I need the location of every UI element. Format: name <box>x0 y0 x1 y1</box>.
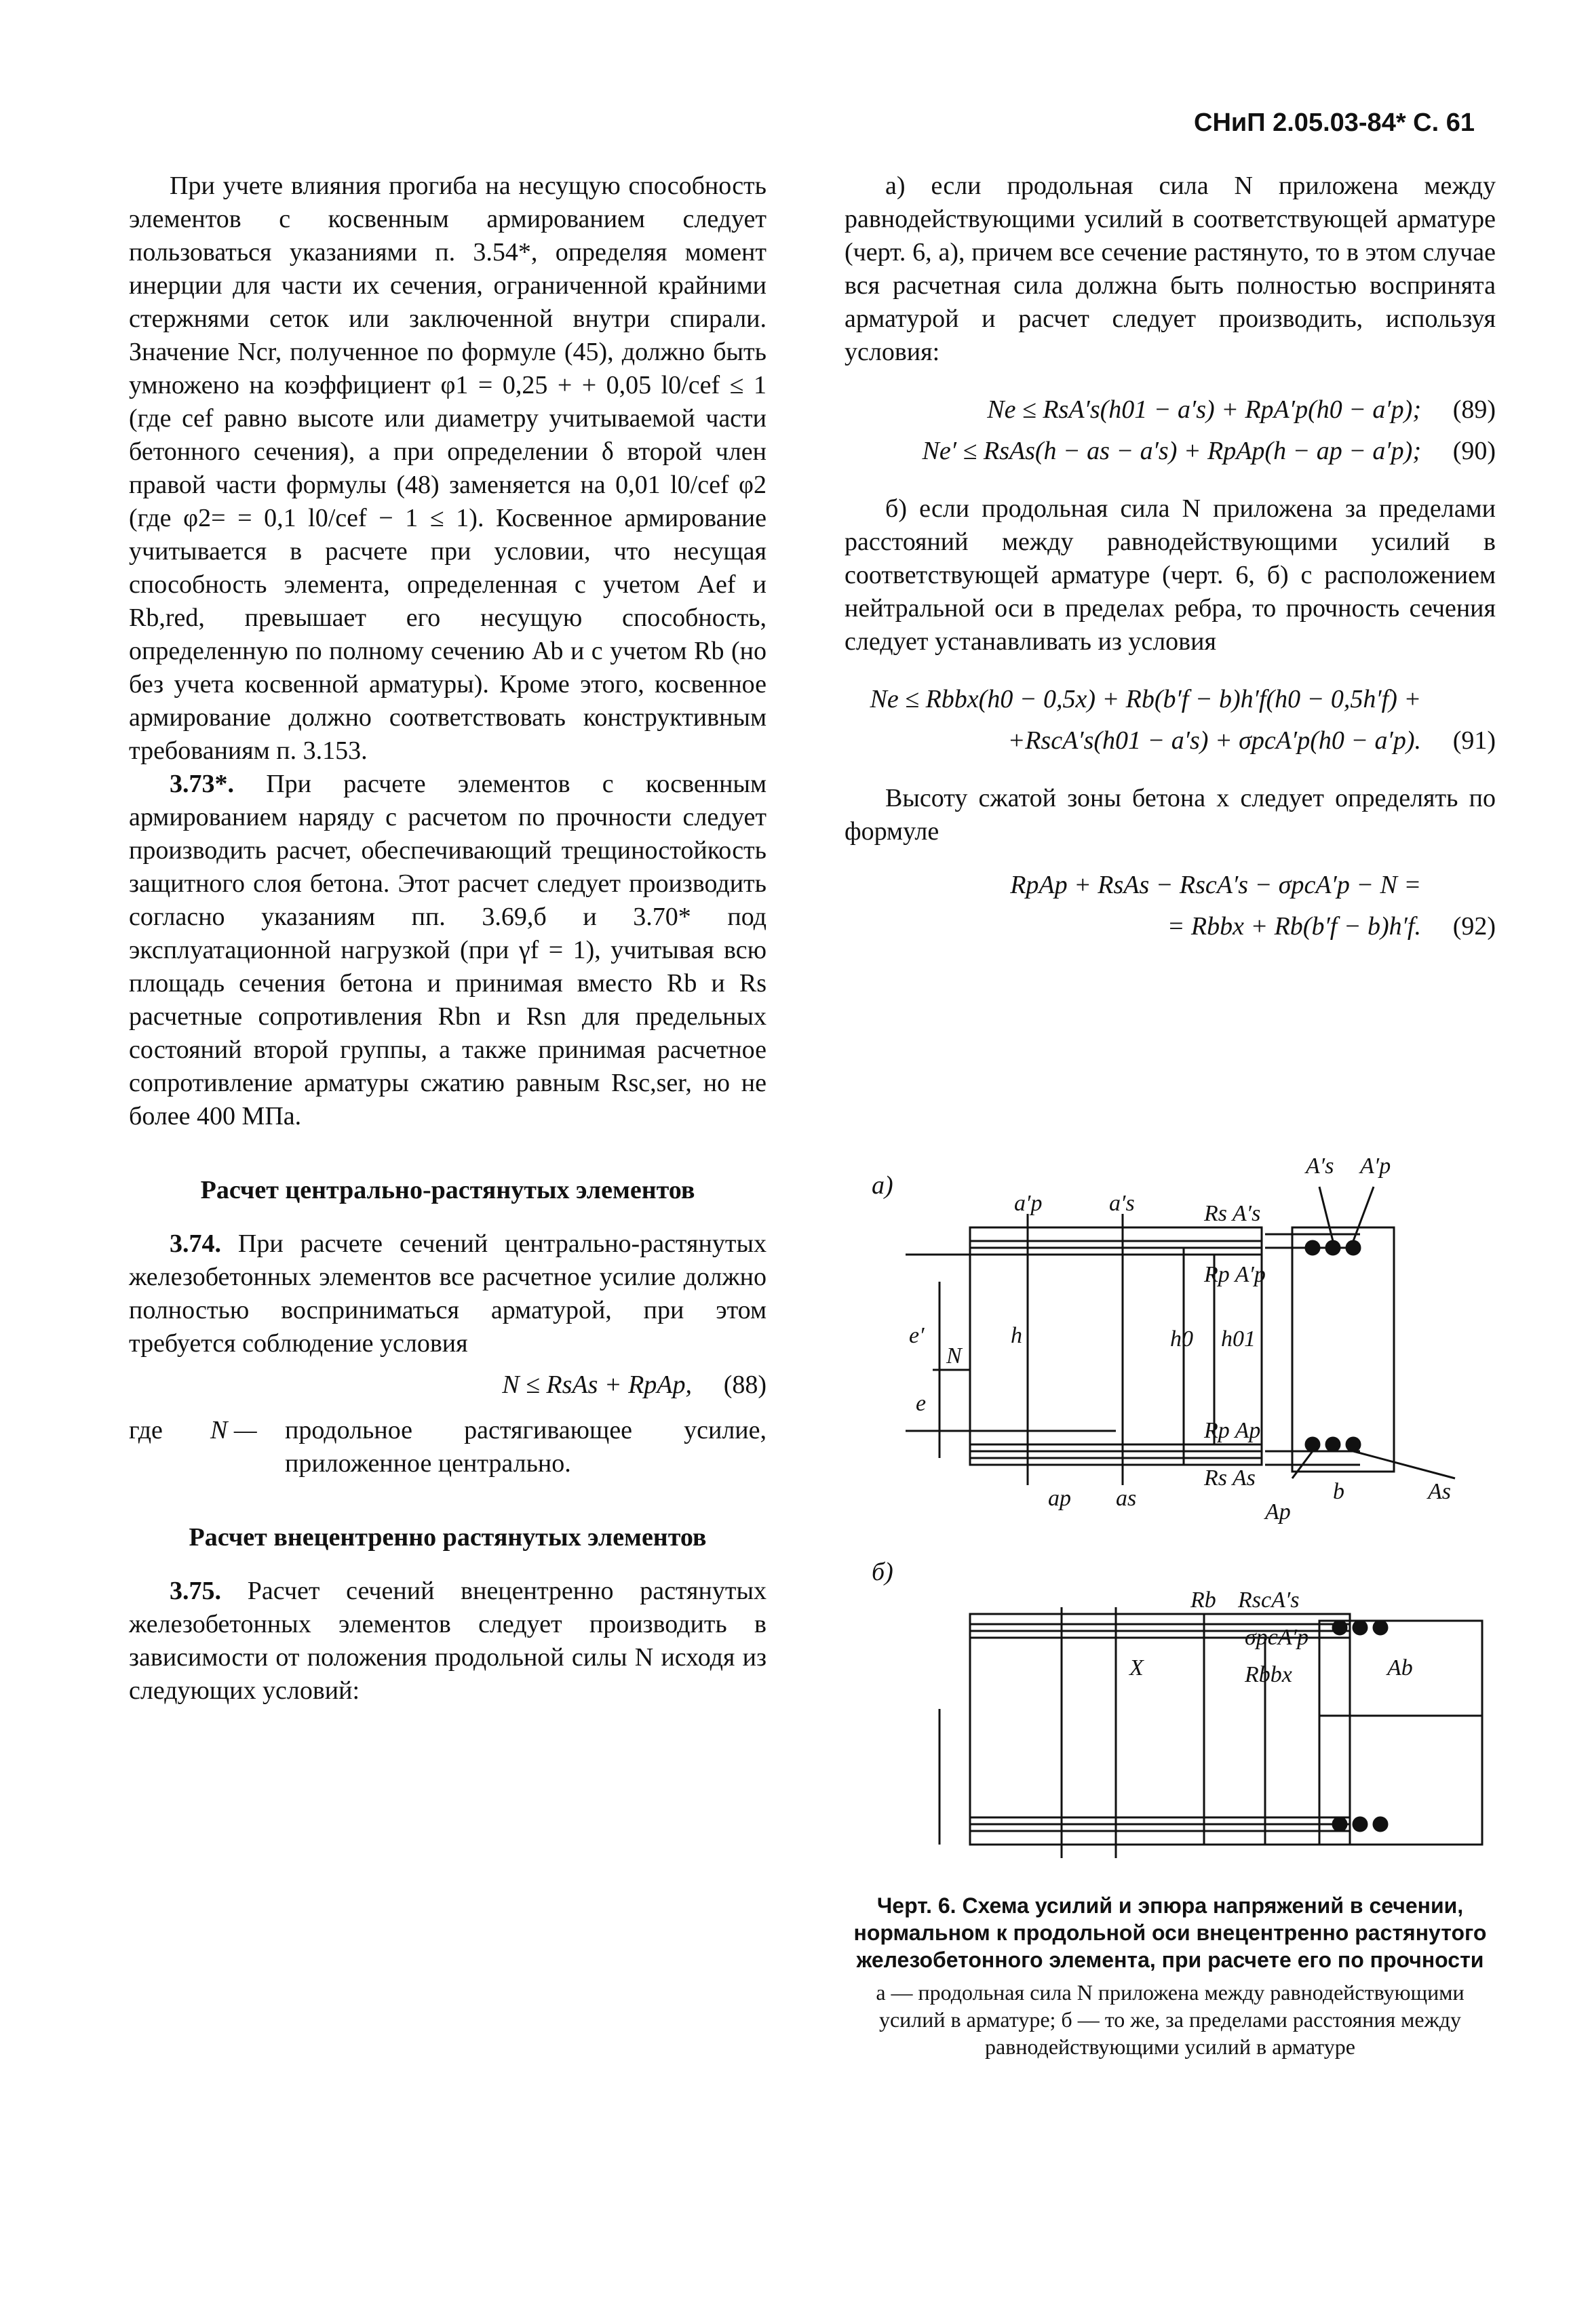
figure-label-X: X <box>1129 1655 1144 1680</box>
figure-label-Ab: Ab <box>1387 1655 1413 1680</box>
where-text: продольное растягивающее усилие, приложенное центрально. <box>285 1416 767 1478</box>
figure-label-b: b <box>1333 1479 1344 1504</box>
formula-body: N ≤ RsAs + RpAp, <box>502 1371 692 1399</box>
figure-label-ap: ap <box>1048 1486 1071 1511</box>
formula-body: = Rbbx + Rb(b′f − b)h′f. <box>1167 912 1421 941</box>
formula-body: Ne ≤ RsA′s(h01 − a′s) + RpA′p(h0 − a′p); <box>987 395 1421 424</box>
figure-label-N: N <box>946 1343 962 1368</box>
where-symbol: N — <box>210 1416 257 1444</box>
formula-body: Ne ≤ Rbbx(h0 − 0,5x) + Rb(b′f − b)h′f(h0 − 0,5h′f) + <box>870 685 1421 713</box>
formula-92-line1 <box>845 869 1496 902</box>
formula-91-line2 <box>845 724 1496 757</box>
figure-label-RpAp: Rp Ap <box>1204 1418 1261 1443</box>
formula-number: (89) <box>1452 395 1496 424</box>
figure-caption <box>845 1892 1496 2060</box>
figure-label-RsAs-prime: Rs A′s <box>1204 1201 1261 1226</box>
figure-label-RpAp-prime: Rp A′p <box>1204 1262 1266 1287</box>
paragraph-indirect-reinforcement: При учете влияния прогиба на несущую способность элементов с косвенным армированием следует пользоваться указаниями п. 3.54*, определяя момент инерции для части их сечения, ограниченной крайними стержнями сеток или заключенной внутри спирали. Значение Ncr, полученное по формуле (45), должно быть умножено на коэффициент φ1 = 0,25 + + 0,05 l0/cef ≤ 1 (где cef равно высоте или диаметру учитываемой части бетонного сечения), а при определении δ второй член правой части формулы (48) заменяется на 0,01 l0/cef φ2 (где φ2= = 0,1 l0/cef − 1 ≤ 1). Косвенное армирование учитывается в расчете при условии, что несущая способность элемента, определенная с учетом Aef и Rb,red, превышает его несущую способность, определенную по полному сечению Ab и с учетом Rb (но без учета косвенной арматуры). Кроме этого, косвенное армирование должно соответствовать конструктивным требованиям п. 3.153. <box>129 172 767 765</box>
figure-label-ap-prime: a′p <box>1014 1191 1043 1216</box>
page-header: СНиП 2.05.03-84* С. 61 <box>1194 109 1475 137</box>
formula-89 <box>845 393 1496 427</box>
paragraph-compressed-zone: Высоту сжатой зоны бетона x следует определять по формуле <box>845 784 1496 846</box>
figure-label-e-prime: e′ <box>909 1323 925 1348</box>
figure-label-Rb: Rb <box>1190 1588 1216 1613</box>
figure-label-Ap-prime: A′p <box>1360 1154 1391 1179</box>
section-heading-central-tension: Расчет центрально-растянутых элементов <box>200 1176 695 1204</box>
clause-number: 3.74. <box>170 1229 221 1258</box>
paragraph-3-73 <box>129 768 767 1133</box>
formula-body: RpAp + RsAs − RscA′s − σpcA′p − N = <box>1010 871 1421 899</box>
formula-number: (92) <box>1452 912 1496 941</box>
figure-label-As-prime: A′s <box>1306 1154 1334 1179</box>
section-heading-eccentric-tension: Расчет внецентренно растянутых элементов <box>189 1523 707 1552</box>
paragraph-case-a: а) если продольная сила N приложена между равнодействующими усилий в соответствующей арматуре (черт. 6, а), причем все сечение растянуто, то в этом случае вся расчетная сила должна быть полностью воспринята арматурой и расчет следует производить, используя условия: <box>845 172 1496 366</box>
paragraph-3-74 <box>129 1227 767 1360</box>
figure-label-e: e <box>916 1391 927 1416</box>
figure-label-as: as <box>1116 1486 1137 1511</box>
figure-label-Rbbx: Rbbx <box>1245 1662 1292 1687</box>
figure-label-RscAs: RscA′s <box>1238 1588 1300 1613</box>
caption-title: Черт. 6. Схема усилий и эпюра напряжений в сечении, нормальном к продольной оси внецентренно растянутого железобетонного элемента, при расчете его по прочности <box>853 1893 1487 1972</box>
formula-number: (90) <box>1452 437 1496 465</box>
paragraph-3-75 <box>129 1575 767 1708</box>
figure-label-h01: h01 <box>1221 1326 1256 1352</box>
formula-number: (91) <box>1452 726 1496 755</box>
right-column <box>845 170 1496 951</box>
figure-label-as-prime: a′s <box>1109 1191 1135 1216</box>
figure-label-sigma-pc: σpcA′p <box>1245 1625 1309 1650</box>
clause-number: 3.75. <box>170 1577 221 1605</box>
clause-text: Расчет сечений внецентренно растянутых железобетонных элементов следует производить в зависимости от положения продольной силы N исходя из следующих условий: <box>129 1577 767 1705</box>
formula-91-line1 <box>845 683 1496 716</box>
figure-b-label: б) <box>872 1558 893 1586</box>
figure-label-As: As <box>1428 1479 1451 1504</box>
clause-number: 3.73*. <box>170 770 234 798</box>
formula-92-line2 <box>845 910 1496 943</box>
paragraph-case-b: б) если продольная сила N приложена за пределами расстояний между равнодействующими усилий в соответствующей арматуре (черт. 6, б) с расположением нейтральной оси в пределах ребра, то прочность сечения следует устанавливать из условия <box>845 494 1496 656</box>
formula-90 <box>845 435 1496 468</box>
figure-6-diagram <box>845 1146 1509 1878</box>
left-column <box>129 170 767 1708</box>
figure-label-h: h <box>1011 1323 1022 1348</box>
figure-label-Ap: Ap <box>1265 1499 1291 1524</box>
where-keyword: где <box>129 1416 163 1444</box>
formula-body: Ne′ ≤ RsAs(h − as − a′s) + RpAp(h − ap − a′p); <box>922 437 1421 465</box>
where-clause <box>129 1414 767 1480</box>
formula-body: +RscA′s(h01 − a′s) + σpcA′p(h0 − a′p). <box>1007 726 1421 755</box>
caption-subtitle: а — продольная сила N приложена между равнодействующими усилий в арматуре; б — то же, за пределами расстояния между равнодействующими усилий в арматуре <box>876 1980 1465 2059</box>
clause-text: При расчете сечений центрально-растянутых железобетонных элементов все расчетное усилие должно полностью восприниматься арматурой, при этом требуется соблюдение условия <box>129 1229 767 1358</box>
formula-88 <box>129 1368 767 1402</box>
clause-text: При расчете элементов с косвенным армированием наряду с расчетом по прочности следует производить расчет, обеспечивающий трещиностойкость защитного слоя бетона. Этот расчет следует производить согласно указаниям пп. 3.69,б и 3.70* под эксплуатационной нагрузкой (при γf = 1), учитывая всю площадь сечения бетона и принимая вместо Rb и Rs расчетные сопротивления Rbn и Rsn для предельных состояний второй группы, а также принимая расчетное сопротивление арматуры сжатию равным Rsc,ser, но не более 400 МПа. <box>129 770 767 1130</box>
figure-a-label: а) <box>872 1171 893 1200</box>
figure-label-RsAs: Rs As <box>1204 1465 1256 1491</box>
formula-number: (88) <box>723 1371 767 1399</box>
figure-label-h0: h0 <box>1170 1326 1193 1352</box>
